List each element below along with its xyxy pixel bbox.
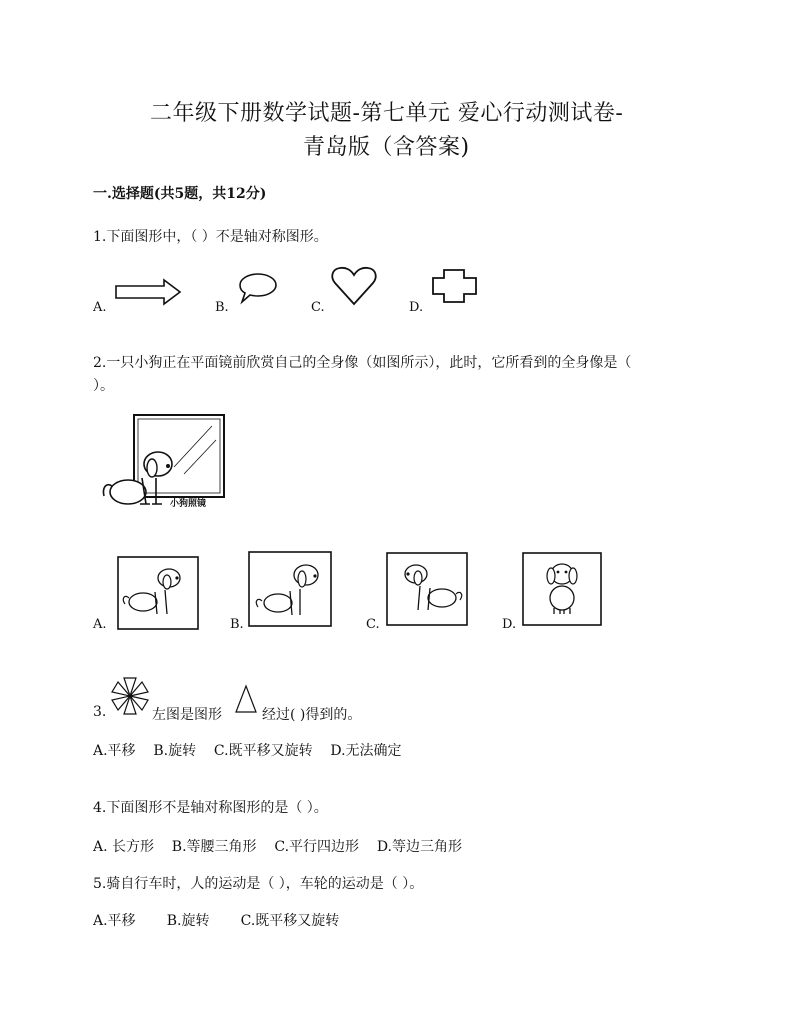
q2-option-d-label: D. — [502, 617, 517, 632]
section-heading: 一.选择题(共5题，共12分) — [93, 186, 267, 202]
question-3-text-b: 经过( )得到的。 — [262, 707, 362, 723]
question-5-choices: A.平移 B.旋转 C.既平移又旋转 — [93, 913, 340, 929]
heart-icon — [330, 266, 378, 306]
speech-bubble-icon — [236, 270, 280, 306]
q1-option-a-label: A. — [93, 300, 107, 315]
question-3-number: 3. — [93, 704, 107, 720]
q1-option-d-label: D. — [409, 300, 424, 315]
question-4-text: 4.下面图形不是轴对称图形的是（ ）。 — [93, 800, 328, 816]
dog-option-c-image — [386, 552, 468, 626]
page-subtitle: 青岛版（含答案) — [303, 135, 470, 160]
q1-option-c-label: C. — [311, 300, 325, 315]
question-5-text: 5.骑自行车时，人的运动是（ ），车轮的运动是（ ）。 — [93, 876, 424, 892]
dog-mirror-figure — [100, 412, 230, 516]
question-4-choices: A. 长方形 B.等腰三角形 C.平行四边形 D.等边三角形 — [93, 839, 462, 855]
q1-option-b-label: B. — [215, 300, 229, 315]
dog-option-b-image — [248, 551, 332, 627]
q2-option-a-label: A. — [93, 617, 107, 632]
figure-caption: 小狗照镜 — [170, 499, 207, 509]
question-3-choices: A.平移 B.旋转 C.既平移又旋转 D.无法确定 — [93, 743, 402, 759]
dog-option-d-image — [522, 552, 602, 626]
arrow-icon — [112, 278, 184, 306]
question-2-text: 2.一只小狗正在平面镜前欣赏自己的全身像（如图所示），此时，它所看到的全身像是（ — [93, 355, 632, 371]
triangle-icon — [234, 684, 258, 714]
question-2-text-cont: ）。 — [93, 378, 114, 394]
question-1-text: 1.下面图形中，（ ）不是轴对称图形。 — [93, 229, 328, 245]
q2-option-c-label: C. — [366, 617, 380, 632]
q2-option-b-label: B. — [230, 617, 244, 632]
page-title: 二年级下册数学试题-第七单元 爱心行动测试卷- — [150, 101, 624, 126]
question-3-text-a: 左图是图形 — [152, 707, 222, 723]
cross-shape-icon — [430, 268, 480, 306]
pinwheel-figure — [110, 676, 150, 716]
dog-option-a-image — [117, 556, 199, 630]
